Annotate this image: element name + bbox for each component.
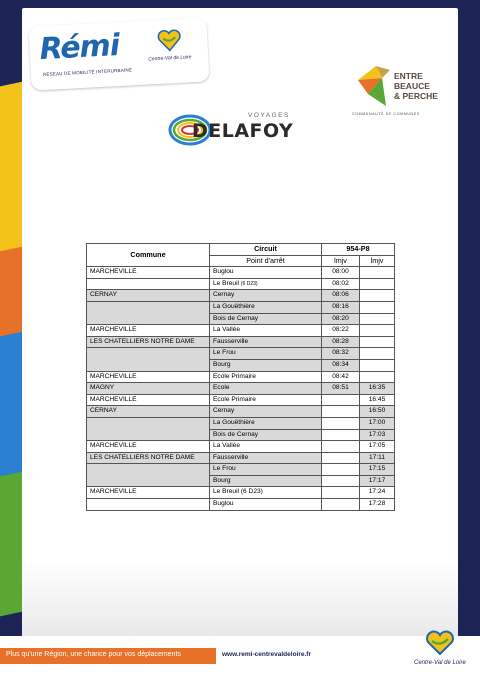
stop-cell: Fausserville	[210, 336, 322, 348]
stop-cell: Cernay	[210, 406, 322, 418]
commune-cell	[87, 278, 210, 290]
stop-note: (6 D23)	[240, 280, 258, 287]
table-row	[87, 499, 395, 511]
remi-tagline: RÉSEAU DE MOBILITÉ INTERURBAINE	[42, 67, 133, 78]
commune-cell	[87, 359, 210, 371]
community-subtitle: COMMUNAUTÉ DE COMMUNES	[352, 112, 420, 116]
days-header-return: lmjv	[360, 255, 395, 267]
table-row	[87, 313, 395, 325]
table-row	[87, 371, 395, 383]
commune-cell: CERNAY	[87, 406, 210, 418]
time-return	[360, 278, 395, 290]
stop-cell: Bourg	[210, 359, 322, 371]
community-name-line1: ENTRE	[394, 71, 423, 81]
stop-cell: Le Frou	[210, 464, 322, 476]
footer-region: Centre-Val de Loire	[414, 660, 466, 666]
timetable-header-row	[87, 244, 395, 256]
time-return	[360, 290, 395, 302]
stop-cell: Le Breuil (6 D23)	[210, 487, 322, 499]
stop-cell	[210, 278, 322, 290]
stop-cell: La Vallée	[210, 325, 322, 337]
operator-name: DELAFOY	[192, 120, 294, 142]
region-heart-icon	[420, 628, 460, 656]
time-return: 16:50	[360, 406, 395, 418]
commune-cell: MARCHEVILLE	[87, 371, 210, 383]
stop-cell: Bois de Cernay	[210, 429, 322, 441]
community-logo	[350, 62, 440, 124]
community-emblem-icon	[356, 64, 392, 108]
table-row	[87, 383, 395, 395]
time-return: 17:24	[360, 487, 395, 499]
stop-cell: Bourg	[210, 475, 322, 487]
stop-cell: La Gouëthière	[210, 301, 322, 313]
commune-cell	[87, 417, 210, 429]
heart-icon	[157, 29, 182, 52]
time-return: 16:35	[360, 383, 395, 395]
time-outbound: 08:28	[322, 336, 360, 348]
community-name-line3: & PERCHE	[394, 91, 438, 101]
time-outbound: 08:34	[322, 359, 360, 371]
stop-cell: Buglou	[210, 499, 322, 511]
table-row	[87, 394, 395, 406]
time-outbound: 08:32	[322, 348, 360, 360]
commune-cell: LES CHATELLIERS NOTRE DAME	[87, 336, 210, 348]
time-outbound	[322, 487, 360, 499]
table-row	[87, 336, 395, 348]
commune-header: Commune	[87, 244, 210, 267]
stop-cell: Ecole Primaire	[210, 371, 322, 383]
time-return: 17:05	[360, 441, 395, 453]
operator-logo	[168, 108, 318, 152]
time-return	[360, 359, 395, 371]
community-name-line2: BEAUCE	[394, 81, 430, 91]
time-outbound: 08:42	[322, 371, 360, 383]
commune-cell: MARCHEVILLE	[87, 487, 210, 499]
time-return	[360, 313, 395, 325]
table-row	[87, 464, 395, 476]
commune-cell	[87, 499, 210, 511]
commune-cell	[87, 301, 210, 313]
commune-cell	[87, 429, 210, 441]
time-return	[360, 301, 395, 313]
time-return: 17:03	[360, 429, 395, 441]
timetable	[86, 243, 395, 511]
table-row	[87, 267, 395, 279]
stop-cell: Fausserville	[210, 452, 322, 464]
time-outbound	[322, 452, 360, 464]
commune-cell: MARCHEVILLE	[87, 394, 210, 406]
stop-cell: Bois de Cernay	[210, 313, 322, 325]
commune-cell: MARCHEVILLE	[87, 267, 210, 279]
table-row	[87, 441, 395, 453]
time-outbound: 08:06	[322, 290, 360, 302]
footer-url[interactable]: www.remi-centrevaldeloire.fr	[222, 651, 311, 658]
stop-cell: Cernay	[210, 290, 322, 302]
remi-wordmark: Rémi	[38, 28, 120, 68]
footer-slogan: Plus qu'une Région, une chance pour vos déplacements	[6, 651, 181, 658]
table-row	[87, 301, 395, 313]
time-return: 17:11	[360, 452, 395, 464]
time-return	[360, 371, 395, 383]
stop-cell: La Vallée	[210, 441, 322, 453]
page-shadow	[22, 560, 458, 636]
time-return	[360, 325, 395, 337]
time-outbound	[322, 394, 360, 406]
commune-cell	[87, 464, 210, 476]
table-row	[87, 475, 395, 487]
time-outbound: 08:22	[322, 325, 360, 337]
time-outbound	[322, 441, 360, 453]
table-row	[87, 452, 395, 464]
time-outbound	[322, 464, 360, 476]
commune-cell: LES CHATELLIERS NOTRE DAME	[87, 452, 210, 464]
commune-cell: MAGNY	[87, 383, 210, 395]
time-outbound	[322, 475, 360, 487]
stop-cell: Ecole Primaire	[210, 394, 322, 406]
circuit-header: Circuit	[210, 244, 322, 256]
commune-cell: MARCHEVILLE	[87, 441, 210, 453]
time-outbound	[322, 499, 360, 511]
time-return: 17:28	[360, 499, 395, 511]
time-outbound: 08:02	[322, 278, 360, 290]
stop-cell: Buglou	[210, 267, 322, 279]
time-return: 16:45	[360, 394, 395, 406]
stop-name: Le Breuil	[213, 279, 240, 287]
time-outbound: 08:51	[322, 383, 360, 395]
time-return: 17:15	[360, 464, 395, 476]
stop-cell: Ecole	[210, 383, 322, 395]
commune-cell: MARCHEVILLE	[87, 325, 210, 337]
days-header-outbound: lmjv	[322, 255, 360, 267]
commune-cell	[87, 475, 210, 487]
time-outbound	[322, 417, 360, 429]
time-return	[360, 348, 395, 360]
table-row	[87, 359, 395, 371]
table-row	[87, 429, 395, 441]
table-row	[87, 290, 395, 302]
time-outbound: 08:16	[322, 301, 360, 313]
time-outbound	[322, 429, 360, 441]
table-row	[87, 325, 395, 337]
commune-cell	[87, 313, 210, 325]
table-row	[87, 417, 395, 429]
line-code-header: 954-P8	[322, 244, 395, 256]
time-outbound	[322, 406, 360, 418]
remi-region-label: Centre-Val de Loire	[148, 54, 192, 63]
time-return: 17:00	[360, 417, 395, 429]
table-row	[87, 406, 395, 418]
stop-cell: La Gouëthière	[210, 417, 322, 429]
time-outbound: 08:00	[322, 267, 360, 279]
time-outbound: 08:20	[322, 313, 360, 325]
stop-cell: Le Frou	[210, 348, 322, 360]
commune-cell: CERNAY	[87, 290, 210, 302]
stop-header: Point d'arrêt	[210, 255, 322, 267]
remi-logo	[28, 17, 209, 90]
commune-cell	[87, 348, 210, 360]
operator-prefix: VOYAGES	[248, 112, 290, 119]
time-return	[360, 336, 395, 348]
table-row	[87, 487, 395, 499]
table-row	[87, 278, 395, 290]
time-return	[360, 267, 395, 279]
table-row	[87, 348, 395, 360]
time-return: 17:17	[360, 475, 395, 487]
